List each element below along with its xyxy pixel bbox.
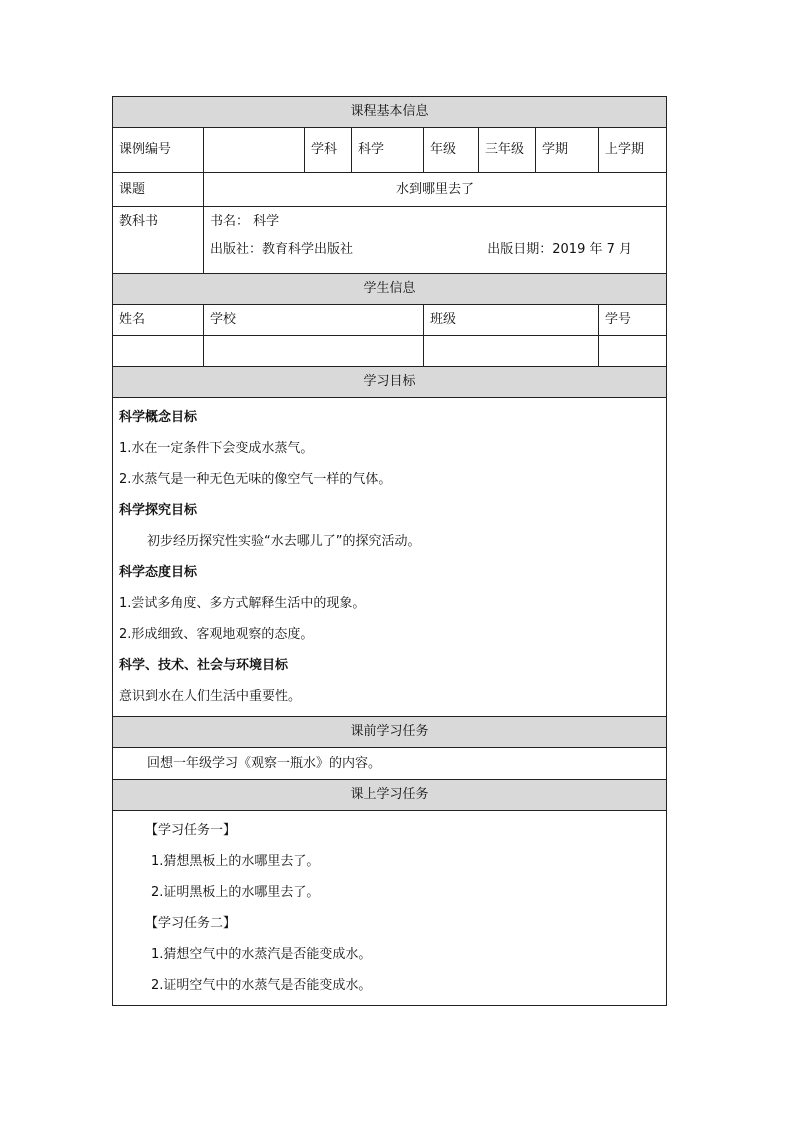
name-label: 姓名 [113,305,204,336]
subject-label: 学科 [305,128,352,173]
book-name: 书名： 科学 [210,214,280,229]
textbook-row [113,207,667,274]
school-label: 学校 [204,305,424,336]
in-class-header: 课上学习任务 [113,780,667,811]
lesson-table [112,96,667,1006]
task1-item-2: 2.证明黑板上的水哪里去了。 [151,884,320,900]
name-value [113,336,204,367]
sts-title: 科学、技术、社会与环境目标 [119,657,289,673]
task1-item-1: 1.猜想黑板上的水哪里去了。 [151,853,320,869]
class-value [424,336,599,367]
school-value [204,336,424,367]
topic-value: 水到哪里去了 [204,173,667,207]
case-no-value [204,128,305,173]
grade-label: 年级 [424,128,479,173]
id-value [599,336,667,367]
task1-title: 【学习任务一】 [145,822,237,838]
pre-task-header: 课前学习任务 [113,717,667,748]
topic-row [113,173,667,207]
attitude-item-1: 1.尝试多角度、多方式解释生活中的现象。 [119,595,366,611]
in-class-header-row [113,780,667,811]
term-value: 上学期 [599,128,667,173]
subject-value: 科学 [352,128,424,173]
class-label: 班级 [424,305,599,336]
inquiry-item-1: 初步经历探究性实验“水去哪儿了”的探究活动。 [147,533,421,549]
in-class-row [113,811,667,1006]
publisher-line [210,241,660,259]
inquiry-title: 科学探究目标 [119,502,198,518]
sts-item-1: 意识到水在人们生活中重要性。 [119,688,302,704]
textbook-label: 教科书 [113,207,204,274]
course-info-header: 课程基本信息 [113,97,667,128]
student-value-row [113,336,667,367]
student-label-row [113,305,667,336]
task2-item-2: 2.证明空气中的水蒸气是否能变成水。 [151,977,372,993]
pub-date: 出版日期：2019 年 7 月 [487,242,633,257]
lesson-form [112,96,666,1006]
task2-title: 【学习任务二】 [145,915,237,931]
course-meta-row [113,128,667,173]
pre-task-header-row [113,717,667,748]
attitude-title: 科学态度目标 [119,564,198,580]
objectives-header-row [113,367,667,398]
student-info-header: 学生信息 [113,274,667,305]
objectives-header: 学习目标 [113,367,667,398]
concept-item-1: 1.水在一定条件下会变成水蒸气。 [119,440,314,456]
publisher: 出版社：教育科学出版社 [210,242,354,257]
grade-value: 三年级 [479,128,536,173]
in-class-content [113,811,667,1006]
student-info-header-row [113,274,667,305]
attitude-item-2: 2.形成细致、客观地观察的态度。 [119,626,314,642]
task2-item-1: 1.猜想空气中的水蒸汽是否能变成水。 [151,946,372,962]
concept-item-2: 2.水蒸气是一种无色无味的像空气一样的气体。 [119,471,392,487]
pre-task-row [113,748,667,780]
pre-task-content [113,748,667,780]
topic-label: 课题 [113,173,204,207]
course-info-header-row [113,97,667,128]
term-label: 学期 [536,128,599,173]
id-label: 学号 [599,305,667,336]
textbook-details [204,207,667,274]
objectives-row [113,398,667,717]
case-no-label: 课例编号 [113,128,204,173]
concept-title: 科学概念目标 [119,409,198,425]
objectives-content [113,398,667,717]
pre-task-text: 回想一年级学习《观察一瓶水》的内容。 [147,755,382,771]
